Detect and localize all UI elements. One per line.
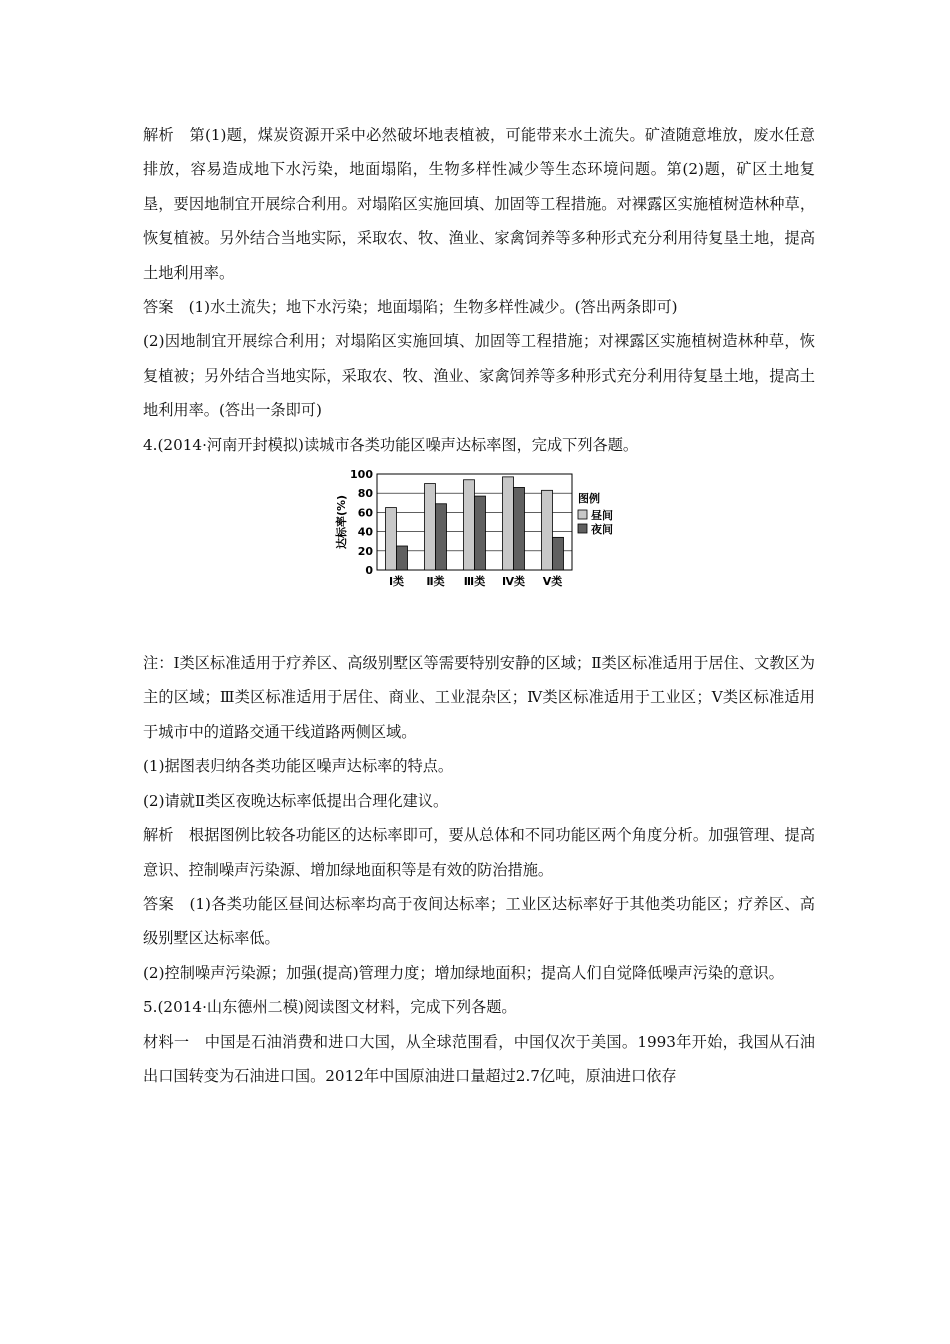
bar-昼间 [425,484,436,570]
bar-夜间 [475,496,486,570]
legend-label-夜间: 夜间 [591,523,613,537]
y-tick-label: 40 [357,525,373,539]
answer-paragraph-3: 答案 (1)各类功能区昼间达标率均高于夜间达标率；工业区达标率好于其他类功能区；疗养区、高级别墅区达标率低。 [143,894,815,948]
bar-夜间 [436,504,447,570]
bar-昼间 [542,490,553,570]
analysis-paragraph-2: 解析 根据图例比较各功能区的达标率即可，要从总体和不同功能区两个角度分析。加强管理、提高意识、控制噪声污染源、增加绿地面积等是有效的防治措施。 [143,826,815,879]
legend-swatch-昼间 [578,510,587,519]
bar-夜间 [514,488,525,571]
noise-chart-container [143,462,815,646]
y-tick-label: 100 [350,468,373,482]
analysis-paragraph: 解析 第(1)题，煤炭资源开采中必然破坏地表植被，可能带来水土流失。矿渣随意堆放，废水任意排放，容易造成地下水污染，地面塌陷，生物多样性减少等生态环境问题。第(2)题，矿区土地复垦，要因地制宜开展综合利用。对塌陷区实施回填、加固等工程措施。对裸露区实施植树造林种草，恢复植被。另外结合当地实际，采取农、牧、渔业、家禽饲养等多种形式充分利用待复垦土地，提高土地利用率。 [143,126,815,282]
answer-paragraph-1: 答案 (1)水土流失；地下水污染；地面塌陷；生物多样性减少。(答出两条即可) [143,298,678,317]
y-tick-label: 0 [365,564,373,578]
bar-夜间 [553,537,564,570]
document-body [143,118,815,1093]
question-5-heading: 5.(2014·山东德州二模)阅读图文材料，完成下列各题。 [143,998,517,1017]
answer-paragraph-4: (2)控制噪声污染源；加强(提高)管理力度；增加绿地面积；提高人们自觉降低噪声污染的意识。 [143,963,784,982]
answer-paragraph-2: (2)因地制宜开展综合利用；对塌陷区实施回填、加固等工程措施；对裸露区实施植树造林种草，恢复植被；另外结合当地实际，采取农、牧、渔业、家禽饲养等多种形式充分利用待复垦土地，提高土地利用率。(答出一条即可) [143,332,815,420]
x-tick-label: Ⅱ类 [426,575,445,589]
bar-夜间 [397,546,408,570]
question-4-2: (2)请就Ⅱ类区夜晚达标率低提出合理化建议。 [143,791,449,810]
y-tick-label: 20 [357,544,373,558]
x-tick-label: Ⅰ类 [388,575,405,589]
note-paragraph: 注：Ⅰ类区标准适用于疗养区、高级别墅区等需要特别安静的区域；Ⅱ类区标准适用于居住、文教区为主的区域；Ⅲ类区标准适用于居住、商业、工业混杂区；Ⅳ类区标准适用于工业区；Ⅴ类区标准适用于城市中的道路交通干线道路两侧区域。 [143,654,815,741]
x-tick-label: Ⅴ类 [542,575,563,589]
legend-swatch-夜间 [578,524,587,533]
material-1-paragraph: 材料一 中国是石油消费和进口大国，从全球范围看，中国仅次于美国。1993年开始，我国从石油出口国转变为石油进口国。2012年中国原油进口量超过2.7亿吨，原油进口依存 [143,1032,815,1085]
legend-title: 图例 [578,492,600,506]
question-4-heading: 4.(2014·河南开封模拟)读城市各类功能区噪声达标率图，完成下列各题。 [143,435,639,454]
legend-label-昼间: 昼间 [591,509,613,523]
question-4-1: (1)据图表归纳各类功能区噪声达标率的特点。 [143,757,454,776]
y-axis-label: 达标率(%) [335,495,348,550]
noise-compliance-bar-chart [329,464,629,592]
bar-昼间 [503,477,514,570]
y-tick-label: 60 [357,506,373,520]
x-tick-label: Ⅲ类 [463,575,486,589]
x-tick-label: Ⅳ类 [501,575,526,589]
bar-昼间 [464,480,475,570]
y-tick-label: 80 [357,487,373,501]
bar-昼间 [386,508,397,570]
